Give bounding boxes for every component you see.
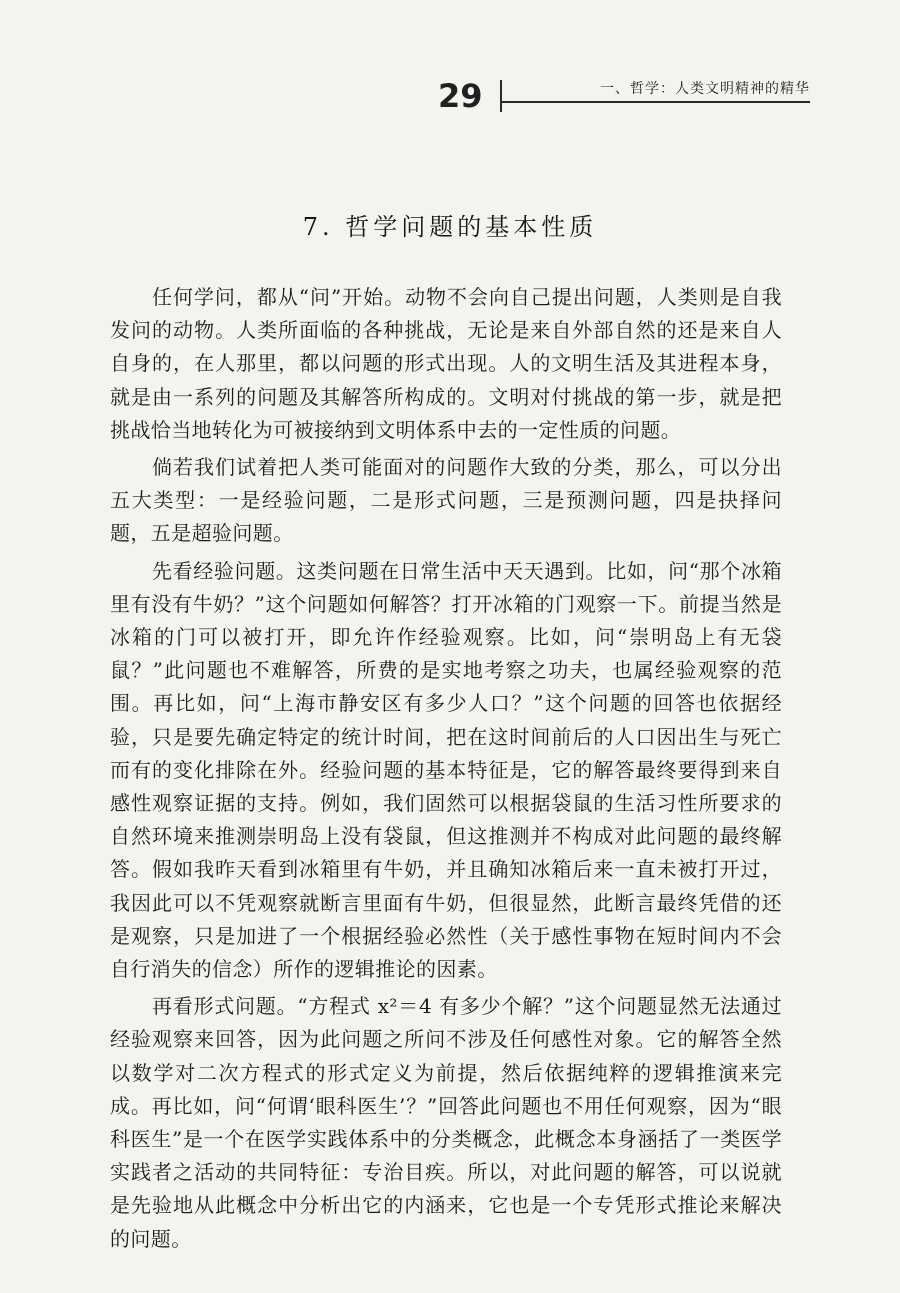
paragraph-3: 先看经验问题。这类问题在日常生活中天天遇到。比如，问“那个冰箱里有没有牛奶？”这个问题如何解答？打开冰箱的门观察一下。前提当然是冰箱的门可以被打开，即允许作经验观察。比如，问“崇明岛上有无袋鼠？”此问题也不难解答，所费的是实地考察之功夫，也属经验观察的范围。再比如，问“上海市静安区有多少人口？”这个问题的回答也依据经验，只是要先确定特定的统计时间，把在这时间前后的人口因出生与死亡而有的变化排除在外。经验问题的基本特征是，它的解答最终要得到来自感性观察证据的支持。例如，我们固然可以根据袋鼠的生活习性所要求的自然环境来推测崇明岛上没有袋鼠，但这推测并不构成对此问题的最终解答。假如我昨天看到冰箱里有牛奶，并且确知冰箱后来一直未被打开过，我因此可以不凭观察就断言里面有牛奶，但很显然，此断言最终凭借的还是观察，只是加进了一个根据经验必然性（关于感性事物在短时间内不会自行消失的信念）所作的逻辑推论的因素。 (110, 558, 782, 982)
paragraph-4: 再看形式问题。“方程式 x²＝4 有多少个解？”这个问题显然无法通过经验观察来回答，因为此问题之所问不涉及任何感性对象。它的解答全然以数学对二次方程式的形式定义为前提，然后依据纯粹的逻辑推演来完成。再比如，问“何谓‘眼科医生’？”回答此问题也不用任何观察，因为“眼科医生”是一个在医学实践体系中的分类概念，此概念本身涵括了一类医学实践者之活动的共同特征：专治目疾。所以，对此问题的解答，可以说就是先验地从此概念中分析出它的内涵来，它也是一个专凭形式推论来解决的问题。 (110, 994, 782, 1251)
page-number: 29 (438, 77, 483, 115)
section-title: 7. 哲学问题的基本性质 (302, 213, 598, 241)
header-horizontal-rule (500, 101, 810, 103)
body-text (110, 281, 782, 1260)
paragraph-1: 任何学问，都从“问”开始。动物不会向自己提出问题，人类则是自我发问的动物。人类所面临的各种挑战，无论是来自外部自然的还是来自人自身的，在人那里，都以问题的形式出现。人的文明生活及其进程本身，就是由一系列的问题及其解答所构成的。文明对付挑战的第一步，就是把挑战恰当地转化为可被接纳到文明体系中去的一定性质的问题。 (110, 285, 782, 442)
running-head: 一、哲学：人类文明精神的精华 (600, 81, 810, 97)
paragraph-2: 倘若我们试着把人类可能面对的问题作大致的分类，那么，可以分出五大类型：一是经验问题，二是形式问题，三是预测问题，四是抉择问题，五是超验问题。 (110, 455, 782, 546)
header-vertical-rule (500, 80, 502, 112)
